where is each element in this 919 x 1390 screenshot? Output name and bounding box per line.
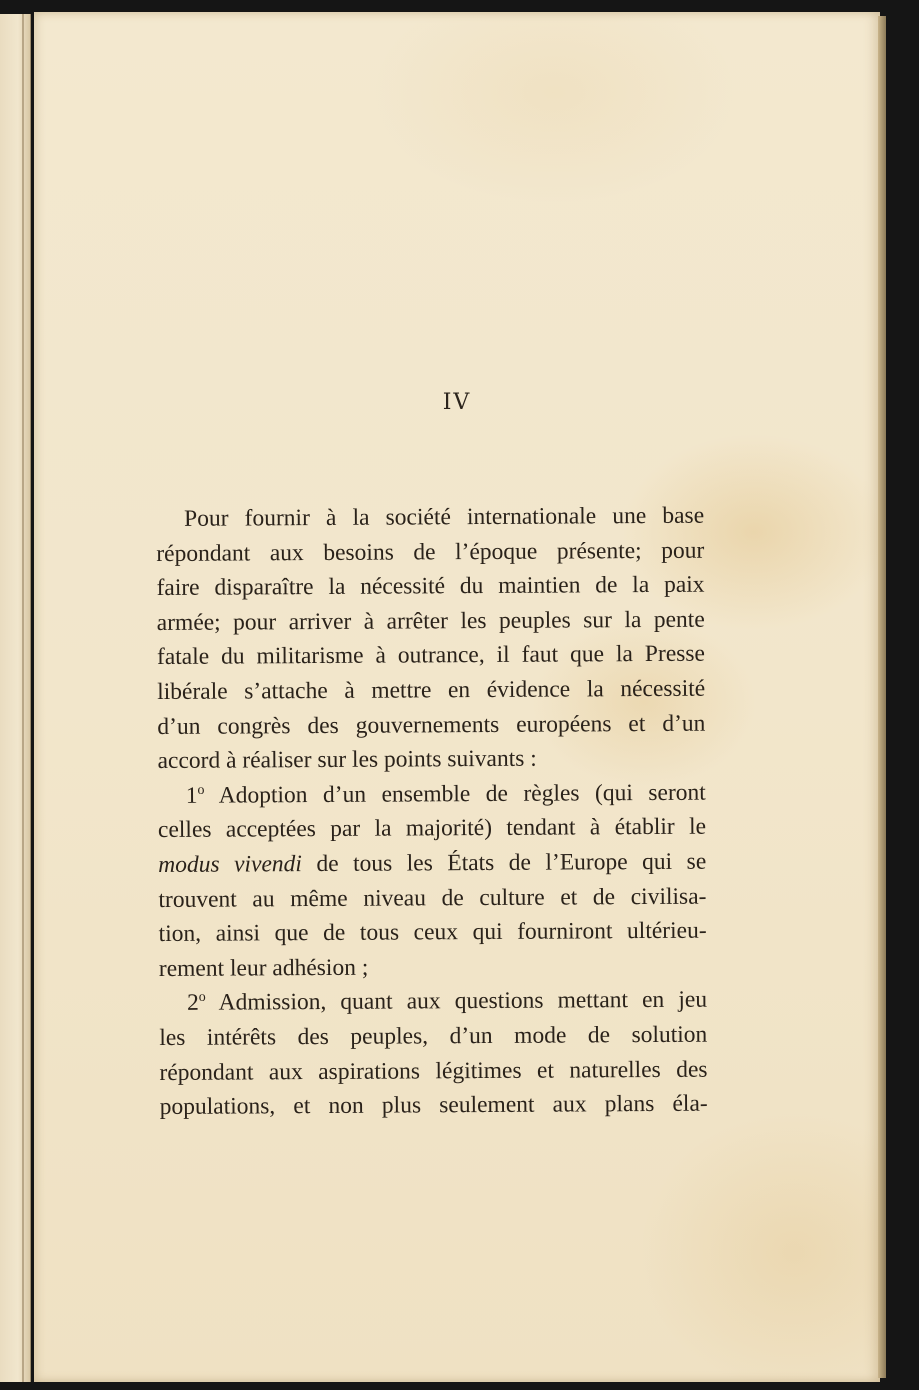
item-number-ordinal: o [198, 990, 206, 1006]
text-fragment: de tous les États de l’Europe qui se [301, 848, 707, 878]
text-line: accord à réaliser sur les points suivants : [157, 745, 537, 775]
item-number-digit: 2 [186, 990, 199, 1017]
text-line-with-italic [158, 845, 706, 883]
text-line: les intérêts des peuples, d’un mode de solution [159, 1021, 708, 1051]
chapter-heading: IV [442, 390, 472, 415]
previous-page-edge [0, 14, 31, 1382]
italic-phrase: modus vivendi [158, 851, 302, 878]
item-number-ordinal: o [197, 782, 205, 798]
text-line: fatale du militarisme à outrance, il faut que la Presse [156, 641, 706, 671]
book-page [34, 12, 880, 1382]
item-number [187, 990, 206, 1016]
text-line: trouvent au même niveau de culture et de civilisa- [158, 883, 707, 913]
text-line: d’un congrès des gouvernements européens et d’un [157, 710, 706, 740]
list-item-2-first-line [159, 983, 707, 1021]
text-line: armée; pour arriver à arrêter les peuples sur la pente [156, 606, 705, 636]
text-fragment: Admission, quant aux questions mettant en jeu [205, 986, 708, 1017]
text-fragment: Adoption d’un ensemble de règles (qui seront [204, 779, 706, 809]
list-item-1-first-line [158, 775, 706, 813]
spine-line [22, 14, 24, 1382]
text-line: libérale s’attache à mettre en évidence la nécessité [157, 675, 706, 705]
text-line: tion, ainsi que de tous ceux qui fourniront ultérieu- [158, 917, 707, 948]
right-page-edge [878, 16, 886, 1378]
item-number-digit: 1 [185, 782, 198, 809]
item-number [186, 782, 205, 808]
text-line: celles acceptées par la majorité) tendant à établir le [157, 813, 707, 844]
text-line: répondant aux besoins de l’époque présente; pour [156, 537, 705, 567]
body-text [156, 499, 708, 1125]
text-line: rement leur adhésion ; [158, 954, 369, 982]
text-line: faire disparaître la nécessité du maintien de la paix [156, 571, 705, 602]
text-line: Pour fournir à la société internationale une base [184, 502, 705, 532]
text-line: populations, et non plus seulement aux plans éla- [159, 1090, 708, 1121]
text-line: répondant aux aspirations légitimes et naturelles des [159, 1056, 708, 1086]
